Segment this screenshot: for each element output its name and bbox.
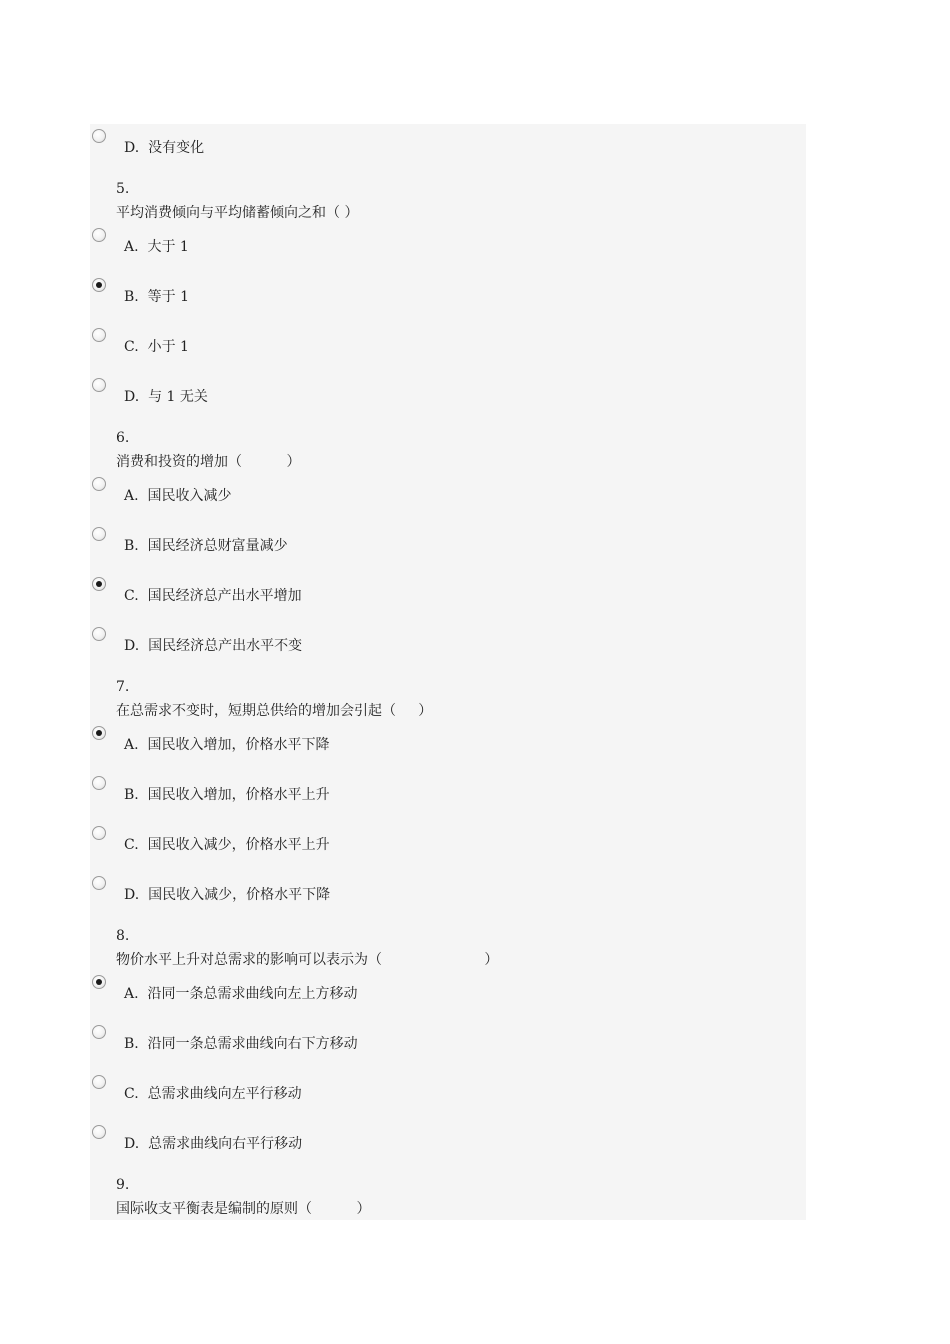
option-label: B. 国民收入增加，价格水平上升 — [124, 787, 330, 803]
option-label: C. 总需求曲线向左平行移动 — [124, 1086, 302, 1102]
radio-button[interactable] — [92, 328, 106, 342]
option-label: C. 国民收入减少，价格水平上升 — [124, 837, 330, 853]
option-label: D. 与 1 无关 — [124, 389, 208, 405]
radio-button[interactable] — [92, 1125, 106, 1139]
radio-button[interactable] — [92, 776, 106, 790]
option-row[interactable] — [90, 627, 806, 657]
option-label: A. 国民收入增加，价格水平下降 — [124, 737, 330, 753]
option-row[interactable] — [90, 1025, 806, 1055]
question-number: 6. — [116, 430, 130, 446]
option-row[interactable] — [90, 577, 806, 607]
question-text: 物价水平上升对总需求的影响可以表示为（ ） — [116, 952, 499, 968]
option-label: A. 沿同一条总需求曲线向左上方移动 — [124, 986, 358, 1002]
option-row[interactable] — [90, 477, 806, 507]
radio-button[interactable] — [92, 876, 106, 890]
radio-button-selected[interactable] — [92, 278, 106, 292]
option-label: D. 国民收入减少，价格水平下降 — [124, 887, 331, 903]
radio-button[interactable] — [92, 129, 106, 143]
radio-button-selected[interactable] — [92, 577, 106, 591]
option-row[interactable] — [90, 876, 806, 906]
radio-button[interactable] — [92, 527, 106, 541]
option-row[interactable] — [90, 726, 806, 756]
option-label: B. 等于 1 — [124, 289, 190, 305]
option-row[interactable] — [90, 1075, 806, 1105]
option-label: C. 国民经济总产出水平增加 — [124, 588, 302, 604]
option-label: B. 国民经济总财富量减少 — [124, 538, 288, 554]
radio-button[interactable] — [92, 228, 106, 242]
option-label: D. 没有变化 — [124, 140, 205, 156]
quiz-panel — [90, 124, 806, 1220]
option-row[interactable] — [90, 776, 806, 806]
radio-button[interactable] — [92, 477, 106, 491]
option-label: A. 大于 1 — [124, 239, 189, 255]
option-label: A. 国民收入减少 — [124, 488, 232, 504]
radio-button-selected[interactable] — [92, 726, 106, 740]
option-label: C. 小于 1 — [124, 339, 189, 355]
radio-button[interactable] — [92, 826, 106, 840]
question-number: 5. — [116, 181, 130, 197]
option-row[interactable] — [90, 826, 806, 856]
option-row[interactable] — [90, 975, 806, 1005]
radio-button-selected[interactable] — [92, 975, 106, 989]
option-label: D. 总需求曲线向右平行移动 — [124, 1136, 303, 1152]
radio-button[interactable] — [92, 378, 106, 392]
option-row-q4-d[interactable] — [90, 129, 806, 159]
question-text: 消费和投资的增加（ ） — [116, 454, 301, 470]
option-row[interactable] — [90, 228, 806, 258]
question-number: 9. — [116, 1177, 130, 1193]
option-row[interactable] — [90, 1125, 806, 1155]
question-text: 在总需求不变时，短期总供给的增加会引起（ ） — [116, 703, 433, 719]
option-row[interactable] — [90, 328, 806, 358]
radio-button[interactable] — [92, 1025, 106, 1039]
radio-button[interactable] — [92, 627, 106, 641]
option-label: B. 沿同一条总需求曲线向右下方移动 — [124, 1036, 358, 1052]
option-row[interactable] — [90, 378, 806, 408]
option-label: D. 国民经济总产出水平不变 — [124, 638, 303, 654]
question-number: 8. — [116, 928, 130, 944]
question-text: 国际收支平衡表是编制的原则（ ） — [116, 1201, 371, 1217]
option-row[interactable] — [90, 527, 806, 557]
question-text: 平均消费倾向与平均储蓄倾向之和（ ） — [116, 205, 359, 221]
radio-button[interactable] — [92, 1075, 106, 1089]
option-row[interactable] — [90, 278, 806, 308]
question-number: 7. — [116, 679, 130, 695]
